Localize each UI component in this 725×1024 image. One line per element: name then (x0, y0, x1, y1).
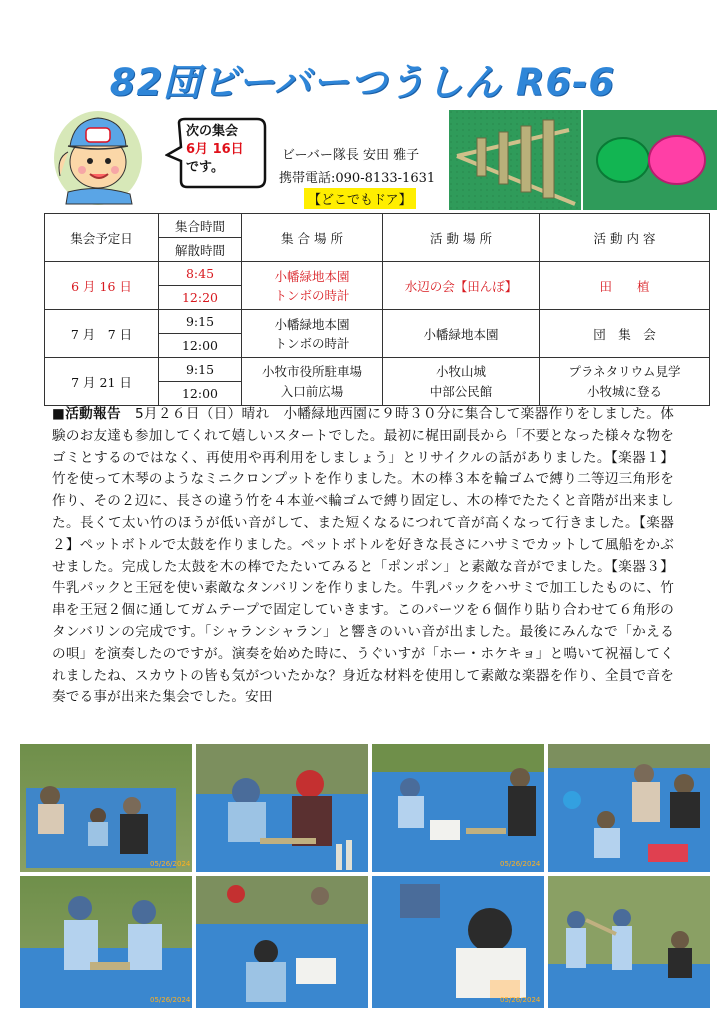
header-gather-place: 集 合 場 所 (242, 214, 383, 262)
photo-8 (548, 876, 710, 1008)
row1-dismiss: 12:20 (159, 286, 242, 310)
row3-date: 7 月 21 日 (45, 358, 159, 406)
row1-gather: 8:45 (159, 262, 242, 286)
table-row (45, 262, 710, 286)
photo-6 (196, 876, 368, 1008)
row3-place2: 入口前広場 (280, 383, 344, 399)
row3-activity2: 小牧城に登る (586, 383, 662, 399)
next-meeting-suffix: です。 (186, 160, 224, 175)
page-title: 82団ビーバーつうしん R6-6 (109, 61, 616, 104)
row3-dismiss: 12:00 (159, 382, 242, 406)
row2-date: 7 月 7 日 (45, 310, 159, 358)
photo-7 (372, 876, 544, 1008)
photo-balloon-drums (583, 110, 717, 210)
row2-dismiss: 12:00 (159, 334, 242, 358)
next-meeting-note (186, 123, 244, 177)
row3-gather: 9:15 (159, 358, 242, 382)
row3-activity-place2: 中部公民館 (429, 383, 493, 399)
row3-activity-place (383, 358, 540, 406)
header-dismiss-time: 解散時間 (159, 238, 242, 262)
row3-activity1: プラネタリウム見学 (568, 363, 681, 379)
header-activity-place: 活 動 場 所 (383, 214, 540, 262)
phone-number: 携帯電話:090-8133-1631 (279, 171, 436, 186)
row2-activity: 団 集 会 (540, 310, 710, 358)
row3-place1: 小牧市役所駐車場 (261, 363, 362, 379)
door-label: 【どこでもドア】 (304, 188, 416, 209)
header-date: 集会予定日 (45, 214, 159, 262)
table-row (45, 310, 710, 334)
photo-bamboo-xylophone (449, 110, 581, 210)
photo-5 (20, 876, 192, 1008)
photo-1 (20, 744, 192, 872)
photo-3-stamp: 05/26/2024 (500, 860, 541, 868)
leader-name: ビーバー隊長 安田 雅子 (282, 148, 420, 163)
row3-activity (540, 358, 710, 406)
table-header-row (45, 214, 710, 238)
header-gather-time: 集合時間 (159, 214, 242, 238)
row1-place (242, 262, 383, 310)
row1-place2: トンボの時計 (274, 287, 350, 303)
activity-report (52, 404, 674, 709)
row2-place1: 小幡緑地本園 (274, 316, 350, 332)
schedule-table (44, 213, 710, 406)
row1-place1: 小幡緑地本園 (274, 268, 350, 284)
photo-1-stamp: 05/26/2024 (150, 860, 191, 868)
activity-photo-collage (20, 744, 710, 1008)
row3-activity-place1: 小牧山城 (435, 363, 486, 379)
row2-gather: 9:15 (159, 310, 242, 334)
row2-place (242, 310, 383, 358)
photo-7-stamp: 05/26/2024 (500, 996, 541, 1004)
photo-3 (372, 744, 544, 872)
table-row (45, 358, 710, 382)
photo-2 (196, 744, 368, 872)
row1-activity-place: 水辺の会【田んぼ】 (383, 262, 540, 310)
photo-4 (548, 744, 710, 872)
photo-5-stamp: 05/26/2024 (150, 996, 191, 1004)
next-meeting-label: 次の集会 (186, 124, 239, 139)
row1-activity: 田 植 (540, 262, 710, 310)
row1-date: 6 月 16 日 (45, 262, 159, 310)
report-body: 5月２６日（日）晴れ 小幡緑地西園に９時３０分に集合して楽器作りをしました。体験のお友達も参加してくれて嬉しいスタートでした。最初に梶田副長から「不要となった様々な物をゴミとするのではなく、再使用や再利用をしましょう」とリサイクルの話がありました。【楽器１】竹を使って木琴のようなミニクロンプットを作りました。木の棒３本を輪ゴムで縛り二等辺三角形を作り、その２辺に、長さの違う竹を４本並べ輪ゴムで縛り固定し、木の棒でたたくと音階が出来ました。長くて太い竹のほうが低い音がして、また短くなるにつれて音が高くなって行きました。【楽器２】ペットボトルで太鼓を作りました。ペットボトルを好きな長さにハサミでカットして風船をかぶせました。完成した太鼓を木の棒でたたいてみると「ポンポン」と素敵な音がでました。【楽器３】牛乳パックと王冠を使い素敵なタンバリンを作りました。牛乳パックをハサミで加工したものに、竹串を王冠２個に通してガムテープで固定していきます。このパーツを６個作り貼り合わせて６角形のタンバリンの完成です。「シャランシャラン」と響きのいい音が出ました。最後にみんなで「かえるの唄」を演奏したのですが。演奏を始めた時に、うぐいすが「ホー・ホケキョ」と鳴いて祝福してくれましたね、スカウトの皆も気がついたかな？身近な材料を使用して素敵な楽器を作り、全員で音を奏でる事が出来た集会でした。安田 (52, 406, 674, 706)
beaver-mascot-illustration (52, 106, 144, 206)
next-meeting-date: 6月 16日 (186, 142, 244, 157)
report-label: ■活動報告 (52, 406, 122, 422)
row2-activity-place: 小幡緑地本園 (383, 310, 540, 358)
header-activity: 活 動 内 容 (540, 214, 710, 262)
row3-place (242, 358, 383, 406)
row2-place2: トンボの時計 (274, 335, 350, 351)
